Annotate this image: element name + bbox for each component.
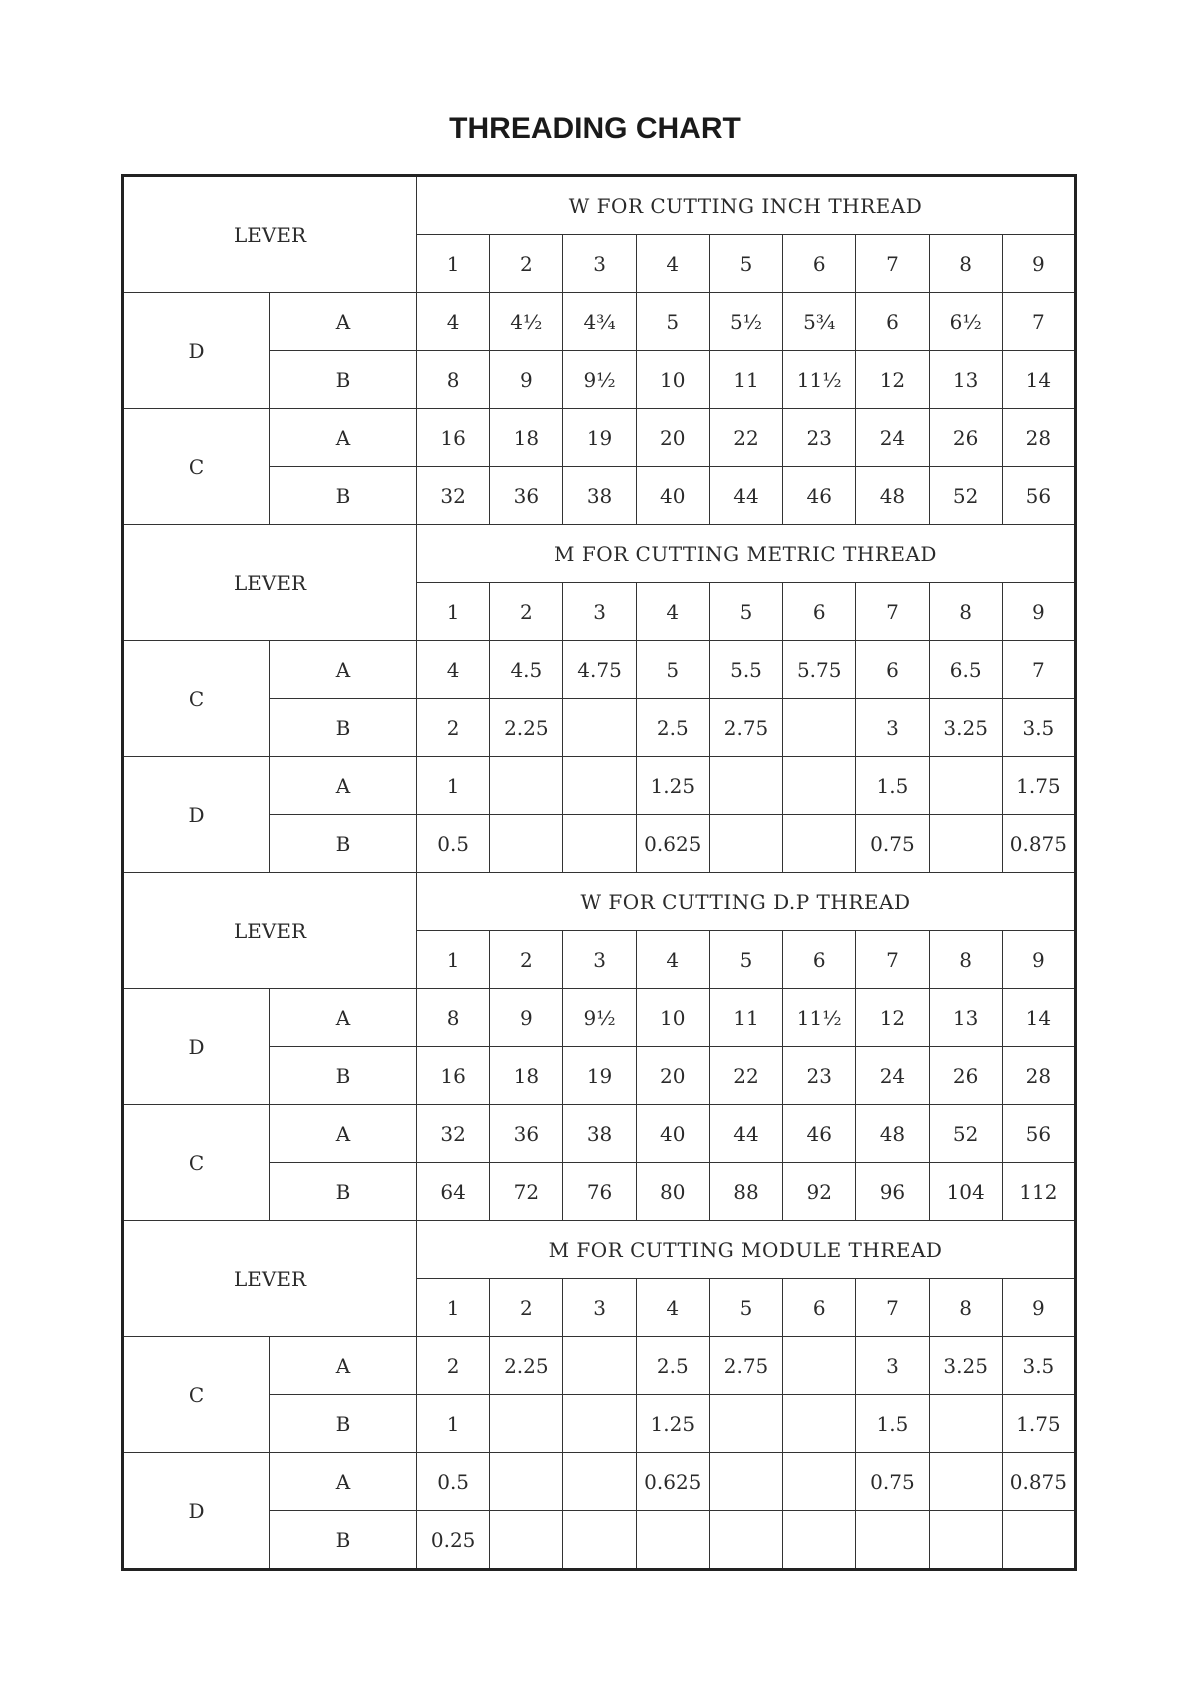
table-cell: 24 xyxy=(856,1047,929,1105)
lever-label: LEVER xyxy=(123,525,417,641)
table-cell: 7 xyxy=(1002,641,1075,699)
table-cell: 38 xyxy=(563,467,636,525)
table-cell xyxy=(709,815,782,873)
table-cell: 4½ xyxy=(490,293,563,351)
table-cell: 48 xyxy=(856,1105,929,1163)
table-cell xyxy=(709,1453,782,1511)
lever-label: LEVER xyxy=(123,176,417,293)
lever-group-label: C xyxy=(123,409,270,525)
lever-group-label: C xyxy=(123,641,270,757)
table-cell: 1.5 xyxy=(856,757,929,815)
section-heading-row xyxy=(123,873,1076,931)
table-cell xyxy=(783,1511,856,1570)
column-number: 1 xyxy=(417,583,490,641)
table-cell: 8 xyxy=(417,989,490,1047)
table-cell: 56 xyxy=(1002,1105,1075,1163)
table-cell: 18 xyxy=(490,1047,563,1105)
table-cell: 1.75 xyxy=(1002,1395,1075,1453)
table-cell: 6 xyxy=(856,293,929,351)
lever-position-label: B xyxy=(270,1047,417,1105)
table-cell xyxy=(490,1453,563,1511)
table-cell: 16 xyxy=(417,1047,490,1105)
table-cell: 40 xyxy=(636,1105,709,1163)
column-number: 2 xyxy=(490,1279,563,1337)
section-heading-row xyxy=(123,525,1076,583)
table-cell: 6 xyxy=(856,641,929,699)
table-row xyxy=(123,293,1076,351)
table-cell: 0.75 xyxy=(856,1453,929,1511)
column-number: 5 xyxy=(709,583,782,641)
table-cell xyxy=(563,699,636,757)
table-cell: 3.25 xyxy=(929,699,1002,757)
table-cell: 4.5 xyxy=(490,641,563,699)
table-cell: 5 xyxy=(636,641,709,699)
column-number: 6 xyxy=(783,931,856,989)
column-number: 8 xyxy=(929,235,1002,293)
table-cell xyxy=(709,757,782,815)
table-cell: 1 xyxy=(417,757,490,815)
column-number: 2 xyxy=(490,583,563,641)
table-cell: 36 xyxy=(490,467,563,525)
table-cell: 23 xyxy=(783,409,856,467)
column-number: 9 xyxy=(1002,235,1075,293)
section-heading-row xyxy=(123,1221,1076,1279)
lever-position-label: A xyxy=(270,1337,417,1395)
table-cell xyxy=(1002,1511,1075,1570)
table-cell xyxy=(709,1511,782,1570)
table-cell: 38 xyxy=(563,1105,636,1163)
lever-position-label: A xyxy=(270,409,417,467)
column-number: 8 xyxy=(929,931,1002,989)
table-cell: 0.75 xyxy=(856,815,929,873)
table-cell xyxy=(490,1511,563,1570)
table-row xyxy=(123,757,1076,815)
table-cell: 14 xyxy=(1002,989,1075,1047)
table-cell: 4 xyxy=(417,641,490,699)
table-cell xyxy=(563,1395,636,1453)
table-cell xyxy=(929,757,1002,815)
table-cell: 0.625 xyxy=(636,1453,709,1511)
table-cell: 13 xyxy=(929,351,1002,409)
table-row xyxy=(123,409,1076,467)
table-cell: 28 xyxy=(1002,1047,1075,1105)
lever-position-label: B xyxy=(270,1163,417,1221)
table-cell xyxy=(490,1395,563,1453)
column-number: 4 xyxy=(636,1279,709,1337)
lever-position-label: A xyxy=(270,989,417,1047)
table-cell: 3 xyxy=(856,1337,929,1395)
table-cell: 5.75 xyxy=(783,641,856,699)
table-cell: 16 xyxy=(417,409,490,467)
table-cell xyxy=(563,815,636,873)
table-cell: 5½ xyxy=(709,293,782,351)
table-cell: 2.5 xyxy=(636,1337,709,1395)
column-number: 7 xyxy=(856,235,929,293)
lever-label: LEVER xyxy=(123,1221,417,1337)
table-cell xyxy=(783,757,856,815)
section-title: W FOR CUTTING INCH THREAD xyxy=(417,176,1076,235)
table-cell: 52 xyxy=(929,1105,1002,1163)
column-number: 4 xyxy=(636,235,709,293)
table-cell: 26 xyxy=(929,1047,1002,1105)
table-cell: 23 xyxy=(783,1047,856,1105)
threading-chart-table xyxy=(121,174,1077,1571)
column-number: 9 xyxy=(1002,931,1075,989)
table-cell: 0.25 xyxy=(417,1511,490,1570)
lever-group-label: D xyxy=(123,1453,270,1570)
lever-group-label: D xyxy=(123,293,270,409)
table-cell: 76 xyxy=(563,1163,636,1221)
table-cell: 24 xyxy=(856,409,929,467)
column-number: 7 xyxy=(856,1279,929,1337)
table-cell: 20 xyxy=(636,1047,709,1105)
table-cell: 56 xyxy=(1002,467,1075,525)
table-cell: 18 xyxy=(490,409,563,467)
table-cell: 32 xyxy=(417,467,490,525)
table-cell: 4.75 xyxy=(563,641,636,699)
section-heading-row xyxy=(123,176,1076,235)
table-cell: 0.625 xyxy=(636,815,709,873)
table-cell xyxy=(929,1453,1002,1511)
column-number: 9 xyxy=(1002,1279,1075,1337)
table-cell: 3.25 xyxy=(929,1337,1002,1395)
table-cell: 2.25 xyxy=(490,699,563,757)
column-number: 7 xyxy=(856,931,929,989)
table-cell: 11½ xyxy=(783,351,856,409)
table-row xyxy=(123,641,1076,699)
table-cell xyxy=(563,757,636,815)
table-cell: 4¾ xyxy=(563,293,636,351)
table-row xyxy=(123,1105,1076,1163)
lever-position-label: A xyxy=(270,1453,417,1511)
column-number: 5 xyxy=(709,1279,782,1337)
table-cell: 0.875 xyxy=(1002,1453,1075,1511)
table-cell: 1.25 xyxy=(636,757,709,815)
table-cell xyxy=(709,1395,782,1453)
table-cell: 13 xyxy=(929,989,1002,1047)
table-cell xyxy=(563,1337,636,1395)
lever-position-label: B xyxy=(270,815,417,873)
table-cell: 10 xyxy=(636,351,709,409)
lever-position-label: A xyxy=(270,1105,417,1163)
table-cell: 10 xyxy=(636,989,709,1047)
table-cell: 104 xyxy=(929,1163,1002,1221)
table-cell: 52 xyxy=(929,467,1002,525)
table-cell: 6.5 xyxy=(929,641,1002,699)
lever-group-label: D xyxy=(123,989,270,1105)
table-cell xyxy=(783,699,856,757)
table-cell xyxy=(929,1395,1002,1453)
table-cell: 48 xyxy=(856,467,929,525)
table-cell: 0.5 xyxy=(417,815,490,873)
section-title: M FOR CUTTING METRIC THREAD xyxy=(417,525,1076,583)
table-cell: 19 xyxy=(563,409,636,467)
table-row xyxy=(123,1337,1076,1395)
table-cell: 22 xyxy=(709,409,782,467)
table-cell xyxy=(783,1453,856,1511)
table-cell: 5.5 xyxy=(709,641,782,699)
table-cell: 9½ xyxy=(563,351,636,409)
lever-group-label: D xyxy=(123,757,270,873)
table-cell: 12 xyxy=(856,989,929,1047)
table-cell: 4 xyxy=(417,293,490,351)
table-cell: 28 xyxy=(1002,409,1075,467)
table-cell: 2.75 xyxy=(709,699,782,757)
table-cell: 46 xyxy=(783,467,856,525)
table-cell: 20 xyxy=(636,409,709,467)
lever-position-label: A xyxy=(270,293,417,351)
column-number: 7 xyxy=(856,583,929,641)
table-cell: 14 xyxy=(1002,351,1075,409)
table-cell: 0.875 xyxy=(1002,815,1075,873)
table-cell: 32 xyxy=(417,1105,490,1163)
table-cell: 11 xyxy=(709,351,782,409)
table-cell: 12 xyxy=(856,351,929,409)
table-cell xyxy=(490,815,563,873)
table-cell xyxy=(563,1511,636,1570)
table-cell: 80 xyxy=(636,1163,709,1221)
column-number: 5 xyxy=(709,235,782,293)
table-cell: 1.5 xyxy=(856,1395,929,1453)
table-cell: 44 xyxy=(709,1105,782,1163)
table-cell: 112 xyxy=(1002,1163,1075,1221)
table-cell: 2.75 xyxy=(709,1337,782,1395)
table-cell: 1.75 xyxy=(1002,757,1075,815)
table-cell: 9½ xyxy=(563,989,636,1047)
lever-position-label: B xyxy=(270,1511,417,1570)
table-cell: 9 xyxy=(490,351,563,409)
table-cell: 96 xyxy=(856,1163,929,1221)
table-cell: 64 xyxy=(417,1163,490,1221)
lever-position-label: B xyxy=(270,699,417,757)
table-cell: 3 xyxy=(856,699,929,757)
lever-group-label: C xyxy=(123,1337,270,1453)
table-cell: 40 xyxy=(636,467,709,525)
column-number: 6 xyxy=(783,1279,856,1337)
column-number: 3 xyxy=(563,583,636,641)
table-row xyxy=(123,1453,1076,1511)
lever-position-label: B xyxy=(270,351,417,409)
table-cell: 11 xyxy=(709,989,782,1047)
lever-position-label: B xyxy=(270,467,417,525)
table-cell xyxy=(929,1511,1002,1570)
column-number: 5 xyxy=(709,931,782,989)
table-cell: 2 xyxy=(417,699,490,757)
table-cell: 19 xyxy=(563,1047,636,1105)
lever-position-label: A xyxy=(270,757,417,815)
table-row xyxy=(123,989,1076,1047)
table-cell xyxy=(636,1511,709,1570)
table-cell: 1 xyxy=(417,1395,490,1453)
table-cell: 22 xyxy=(709,1047,782,1105)
column-number: 9 xyxy=(1002,583,1075,641)
lever-group-label: C xyxy=(123,1105,270,1221)
page-title: THREADING CHART xyxy=(449,112,741,145)
table-cell: 92 xyxy=(783,1163,856,1221)
table-cell: 3.5 xyxy=(1002,699,1075,757)
column-number: 1 xyxy=(417,1279,490,1337)
table-cell: 44 xyxy=(709,467,782,525)
column-number: 4 xyxy=(636,583,709,641)
section-title: W FOR CUTTING D.P THREAD xyxy=(417,873,1076,931)
column-number: 3 xyxy=(563,1279,636,1337)
column-number: 6 xyxy=(783,235,856,293)
column-number: 2 xyxy=(490,235,563,293)
table-cell: 2.5 xyxy=(636,699,709,757)
table-cell xyxy=(856,1511,929,1570)
column-number: 1 xyxy=(417,235,490,293)
table-cell: 6½ xyxy=(929,293,1002,351)
table-cell: 2 xyxy=(417,1337,490,1395)
lever-position-label: B xyxy=(270,1395,417,1453)
table-cell: 26 xyxy=(929,409,1002,467)
table-cell xyxy=(929,815,1002,873)
table-cell xyxy=(783,1395,856,1453)
table-cell: 36 xyxy=(490,1105,563,1163)
table-cell: 9 xyxy=(490,989,563,1047)
section-title: M FOR CUTTING MODULE THREAD xyxy=(417,1221,1076,1279)
table-cell: 0.5 xyxy=(417,1453,490,1511)
lever-label: LEVER xyxy=(123,873,417,989)
table-cell xyxy=(563,1453,636,1511)
table-cell: 1.25 xyxy=(636,1395,709,1453)
table-cell: 11½ xyxy=(783,989,856,1047)
table-cell: 46 xyxy=(783,1105,856,1163)
column-number: 6 xyxy=(783,583,856,641)
table-cell xyxy=(783,815,856,873)
table-cell: 5 xyxy=(636,293,709,351)
table-cell: 8 xyxy=(417,351,490,409)
column-number: 4 xyxy=(636,931,709,989)
column-number: 8 xyxy=(929,1279,1002,1337)
table-cell: 2.25 xyxy=(490,1337,563,1395)
table-cell: 88 xyxy=(709,1163,782,1221)
table-cell: 5¾ xyxy=(783,293,856,351)
lever-position-label: A xyxy=(270,641,417,699)
table-cell xyxy=(490,757,563,815)
table-cell xyxy=(783,1337,856,1395)
column-number: 2 xyxy=(490,931,563,989)
column-number: 1 xyxy=(417,931,490,989)
table-cell: 7 xyxy=(1002,293,1075,351)
column-number: 3 xyxy=(563,931,636,989)
table-cell: 72 xyxy=(490,1163,563,1221)
table-cell: 3.5 xyxy=(1002,1337,1075,1395)
column-number: 8 xyxy=(929,583,1002,641)
column-number: 3 xyxy=(563,235,636,293)
